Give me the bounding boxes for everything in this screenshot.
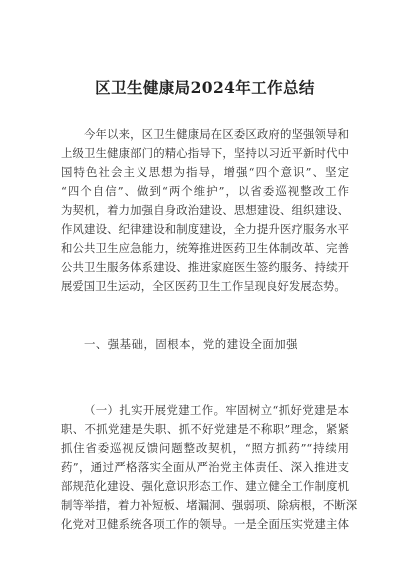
intro-line: 公共卫生服务体系建设、推进家庭医生签约服务、持续开 — [61, 260, 349, 274]
section-line: 部规范化建设、强化意识形态工作、建立健全工作制度机 — [61, 479, 349, 493]
section-line: 制等举措，着力补短板、堵漏洞、强弱项、除病根，不断深 — [61, 498, 358, 512]
intro-line: 作风建设、纪律建设和制度建设，全力提升医疗服务水平 — [61, 222, 349, 236]
intro-line: 为契机，着力加强自身政治建设、思想建设、组织建设、 — [61, 203, 349, 217]
section-line: 药”，通过严格落实全面从严治党主体责任、深入推进支 — [61, 460, 349, 474]
section-line: 化党对卫健系统各项工作的领导。一是全面压实党建主体 — [61, 517, 349, 531]
intro-line: 国特色社会主义思想为指导，增强“四个意识”、坚定 — [61, 165, 349, 179]
section-line: （一）扎实开展党建工作。牢固树立“抓好党建是本 — [84, 403, 349, 417]
intro-line: “四个自信”、做到“两个维护”，以省委巡视整改工作 — [61, 184, 349, 198]
intro-line: 上级卫生健康部门的精心指导下，坚持以习近平新时代中 — [61, 146, 349, 160]
intro-line: 今年以来，区卫生健康局在区委区政府的坚强领导和 — [84, 127, 349, 141]
intro-line: 展爱国卫生运动，全区医药卫生工作呈现良好发展态势。 — [61, 279, 346, 293]
intro-line: 和公共卫生应急能力，统筹推进医药卫生体制改革、完善 — [61, 241, 349, 255]
section-line: 职、不抓党建是失职、抓不好党建是不称职”理念，紧紧 — [61, 422, 349, 436]
section-line: 抓住省委巡视反馈问题整改契机，“照方抓药”“持续用 — [61, 441, 349, 455]
document-title: 区卫生健康局2024年工作总结 — [95, 78, 315, 97]
section-heading: 一、强基础，固根本，党的建设全面加强 — [84, 337, 299, 351]
